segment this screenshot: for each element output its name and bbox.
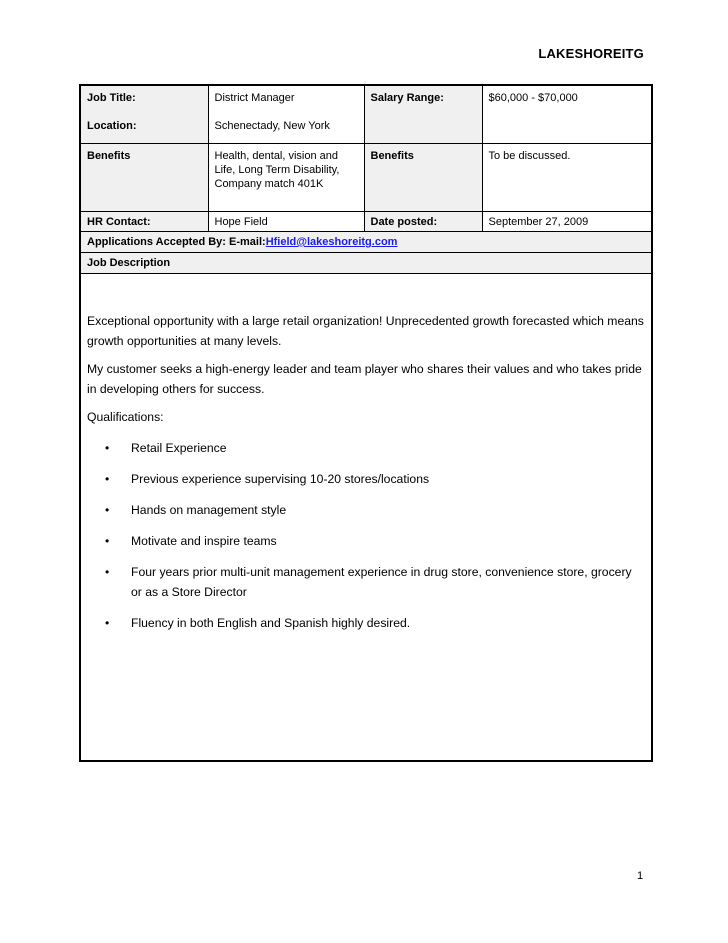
qualification-text: Fluency in both English and Spanish highly desired. bbox=[131, 616, 411, 630]
job-posting-table bbox=[79, 84, 653, 762]
qualifications-label: Qualifications: bbox=[87, 410, 164, 424]
qualification-text: Four years prior multi-unit management experience in drug store, convenience store, grocery or as a Store Director bbox=[131, 565, 632, 599]
qualification-text: Retail Experience bbox=[131, 441, 227, 455]
date-posted-value-cell bbox=[482, 212, 652, 232]
applications-label: Applications Accepted By: E-mail: bbox=[87, 236, 266, 248]
hr-contact-value: Hope Field bbox=[214, 216, 268, 228]
qualification-item bbox=[87, 438, 645, 458]
bullet-icon: • bbox=[105, 565, 110, 579]
benefits-value: Health, dental, vision and Life, Long Term Disability, Company match 401K bbox=[214, 150, 340, 190]
benefits2-label-cell bbox=[364, 144, 482, 212]
benefits-label: Benefits bbox=[87, 150, 131, 162]
bullet-icon: • bbox=[105, 503, 110, 517]
qualification-item bbox=[87, 613, 645, 633]
qualification-text: Motivate and inspire teams bbox=[131, 534, 277, 548]
qualification-item bbox=[87, 469, 645, 489]
description-paragraph-2: My customer seeks a high-energy leader and team player who shares their values and who takes pride in developing others for success. bbox=[87, 362, 642, 396]
date-posted-value: September 27, 2009 bbox=[488, 216, 589, 228]
bullet-icon: • bbox=[105, 441, 110, 455]
job-description-body bbox=[80, 274, 652, 762]
bullet-icon: • bbox=[105, 534, 110, 548]
salary-label-cell bbox=[364, 85, 482, 144]
job-title-location-value-cell bbox=[208, 85, 364, 144]
job-title-location-label-cell bbox=[80, 85, 208, 144]
benefits2-value: To be discussed. bbox=[488, 150, 571, 162]
page-number: 1 bbox=[637, 870, 644, 882]
date-posted-label: Date posted: bbox=[370, 216, 438, 228]
salary-label: Salary Range: bbox=[370, 92, 444, 104]
job-title-label: Job Title: bbox=[87, 92, 136, 104]
job-description-header bbox=[80, 253, 652, 274]
description-paragraph-1: Exceptional opportunity with a large retail organization! Unprecedented growth forecasted which means growth opportunities at many levels. bbox=[87, 314, 644, 348]
location-label: Location: bbox=[87, 120, 137, 132]
hr-contact-label: HR Contact: bbox=[87, 216, 151, 228]
company-name: LAKESHOREITG bbox=[538, 46, 644, 61]
benefits-value-cell bbox=[208, 144, 364, 212]
job-title-value: District Manager bbox=[214, 92, 295, 104]
bullet-icon: • bbox=[105, 472, 110, 486]
email-link[interactable]: Hfield@lakeshoreitg.com bbox=[265, 236, 398, 248]
salary-value-cell bbox=[482, 85, 652, 144]
qualification-text: Hands on management style bbox=[131, 503, 287, 517]
job-description-label: Job Description bbox=[87, 257, 171, 269]
hr-contact-value-cell bbox=[208, 212, 364, 232]
qualifications-list bbox=[87, 438, 645, 633]
date-posted-label-cell bbox=[364, 212, 482, 232]
salary-value: $60,000 - $70,000 bbox=[488, 92, 578, 104]
qualification-item bbox=[87, 562, 645, 602]
benefits2-label: Benefits bbox=[370, 150, 414, 162]
benefits-label-cell bbox=[80, 144, 208, 212]
location-value: Schenectady, New York bbox=[214, 120, 330, 132]
qualification-item bbox=[87, 500, 645, 520]
qualification-text: Previous experience supervising 10-20 stores/locations bbox=[131, 472, 430, 486]
benefits2-value-cell bbox=[482, 144, 652, 212]
applications-row bbox=[80, 232, 652, 253]
hr-contact-label-cell bbox=[80, 212, 208, 232]
qualification-item bbox=[87, 531, 645, 551]
bullet-icon: • bbox=[105, 616, 110, 630]
